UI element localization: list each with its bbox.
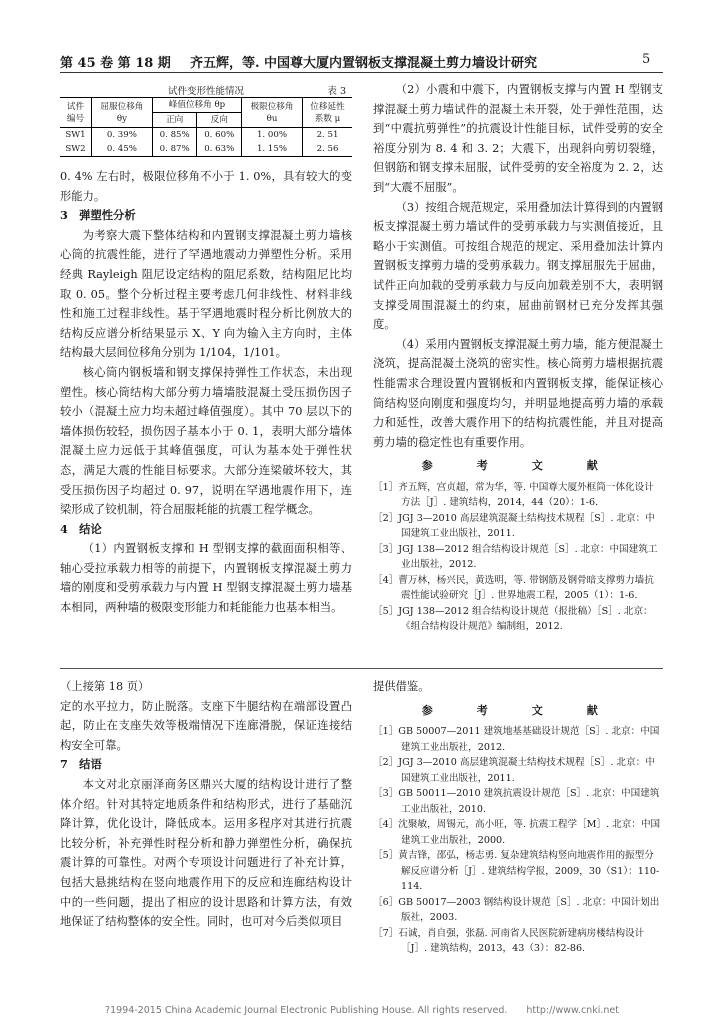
reference-item: ［5］黄吉锋，邵弘，杨志勇. 复杂建筑结构竖向地震作用的振型分解反应谱分析［J］. 建筑结构学报，2009，30（S1）：110-114.	[373, 850, 660, 893]
deformation-table	[60, 97, 352, 157]
paragraph: 定的水平拉力，防止脱落。支座下牛腿结构在端部设置凸起，防止在支座失效等极端情况下连廊滑脱，保证连接结构安全可靠。	[60, 699, 352, 752]
paragraph: 提供借鉴。	[373, 680, 430, 693]
reference-item: ［2］JGJ 3—2010 高层建筑混凝土结构技术规程［S］. 北京：中国建筑工业出版社，2011.	[373, 512, 655, 540]
paragraph: （2）小震和中震下，内置钢板支撑与内置 H 型钢支撑混凝土剪力墙试件的混凝土未开裂，处于弹性范围，达到“中震抗剪弹性”的抗震设计性能目标，试件受剪的安全裕度分别为 8. 4 和 3. 2；大震下，出现斜向剪切裂缝，但钢筋和钢支撑未屈服，试件受剪的安全裕度为 2. 2，达到“大震不屈服”。	[373, 83, 663, 194]
reference-item: ［2］JGJ 3—2010 高层建筑混凝土结构技术规程［S］. 北京：中国建筑工业出版社，2011.	[373, 757, 655, 784]
reference-item: ［1］GB 50007—2011 建筑地基基础设计规范［S］. 北京：中国建筑工业出版社，2012.	[373, 726, 660, 753]
journal-volume: 第 45 卷 第 18 期	[60, 56, 171, 71]
header-ultimate-drift: 极限位移角 θu	[242, 98, 303, 128]
header-specimen: 试件 编号	[60, 98, 91, 128]
reference-item: ［1］齐五辉，宫贞超，常为华，等. 中国尊大厦外框筒一体化设计方法［J］. 建筑结构，2014，44（20）：1-6.	[373, 481, 654, 509]
reference-item: ［3］JGJ 138—2012 组合结构设计规范［S］. 北京：中国建筑工业出版社，2012.	[373, 543, 658, 571]
paragraph: 0. 4% 左右时，极限位移角不小于 1. 0%，具有较大的变形能力。	[60, 170, 352, 203]
paragraph: 本文对北京丽泽商务区鼎兴大厦的结构设计进行了整体介绍。针对其特定地质条件和结构形式，进行了基础沉降计算，优化设计，降低成本。运用多程序对其进行抗震比较分析，补充弹性时程分析和静力弹塑性分析，确保抗震计算的可靠性。对两个专项设计问题进行了补充计算，包括大悬挑结构在竖向地震作用下的反应和连廊结构设计中的一些问题，提出了相应的设计思路和计算方法，有效地保证了结构整体的安全性。同时，也可对今后类似项目	[60, 777, 352, 929]
header-peak-drift: 峰值位移角 θp	[152, 98, 241, 113]
table-label: 表 3	[327, 86, 346, 97]
section-heading: 4 结论	[60, 521, 102, 536]
paragraph: （3）按组合规范规定，采用叠加法计算得到的内置钢板支撑混凝土剪力墙试件的受剪承载力与实测值接近，且略小于实测值。可按组合规范的规定、采用叠加法计算内置钢板支撑剪力墙的受剪承载力。钢支撑屈服先于屈曲，试件正向加载的受剪承载力与反向加载差别不大，表明钢支撑受周围混凝土的约束，屈曲前钢材已充分发挥其强度。	[373, 200, 663, 332]
reference-item: ［4］沈聚敏，周锡元，高小旺，等. 抗震工程学［M］. 北京：中国建筑工业出版社，2000.	[373, 819, 661, 846]
references-heading: 参 考 文 献	[421, 459, 615, 473]
table-row: SW1 0. 39% 0. 85% 0. 60% 1. 00% 2. 51	[60, 128, 352, 143]
references-heading: 参 考 文 献	[421, 703, 615, 717]
header-yield-drift: 屈服位移角 θy	[91, 98, 152, 128]
reference-item: ［6］GB 50017—2003 钢结构设计规范［S］. 北京：中国计划出版社，2003.	[373, 896, 660, 924]
reference-item: ［5］JGJ 138—2012 组合结构设计规范（报批稿）［S］. 北京：《组合结构设计规范》编制组，2012.	[373, 605, 653, 633]
section-heading: 3 弹塑性分析	[60, 208, 136, 223]
running-title: 齐五辉，等. 中国尊大厦内置钢板支撑混凝土剪力墙设计研究	[190, 56, 538, 71]
section-heading: 7 结语	[60, 757, 102, 772]
header-negative: 反向	[197, 113, 242, 128]
paragraph: 为考察大震下整体结构和内置钢支撑混凝土剪力墙核心筒的抗震性能，进行了罕遇地震动力弹塑性分析。采用经典 Rayleigh 阻尼设定结构的阻尼系数，结构阻尼比均取 0. 05。整个分析过程主要考虑几何非线性、材料非线性和施工过程非线性。基于罕遇地震时程分析比例放大的结构反应谱分析结果显示 X、Y 向为输入主方向时，主体结构最大层间位移角分别为 1/104，1/101。	[60, 228, 352, 360]
reference-item: ［4］曹万林，杨兴民，黄选明，等. 带钢筋及钢骨暗支撑剪力墙抗震性能试验研究［J］. 世界地震工程，2005（1）：1-6.	[373, 574, 654, 602]
article-divider	[60, 668, 663, 669]
reference-item: ［7］石诚，肖自强，张磊. 河南省人民医院新建病房楼结构设计［J］. 建筑结构，2013，43（3）：82-86.	[373, 927, 645, 955]
table-row: SW2 0. 45% 0. 87% 0. 63% 1. 15% 2. 56	[60, 142, 352, 157]
right-column-top	[373, 80, 663, 635]
table-caption: 试件变形性能情况	[167, 86, 244, 97]
right-column-bottom	[373, 677, 663, 957]
paragraph: 核心筒内钢板墙和钢支撑保持弹性工作状态，未出现塑性。核心筒结构大部分剪力墙墙肢混凝土受压损伤因子较小（混凝土应力均未超过峰值强度）。其中 70 层以下的墙体损伤较轻，损伤因子基本小于 0. 1，表明大部分墙体混凝土应力远低于其峰值强度，可认为基本处于弹性状态，满足大震的性能目标要求。大部分连梁破坏较大，其受压损伤因子均超过 0. 97，说明在罕遇地震作用下，连梁形成了铰机制，符合屈服耗能的抗震工程学概念。	[60, 365, 352, 517]
header-rule	[60, 72, 663, 73]
left-column-top	[60, 167, 352, 618]
paragraph: （1）内置钢板支撑和 H 型钢支撑的截面面积相等、轴心受拉承载力相等的前提下，内置钢板支撑混凝土剪力墙的刚度和受剪承载力与内置 H 型钢支撑混凝土剪力墙基本相同，两种墙的极限变形能力和耗能能力也基本相当。	[60, 542, 352, 615]
header-ductility: 位移延性 系数 μ	[310, 101, 345, 124]
left-column-bottom	[60, 677, 352, 932]
page-number: 5	[642, 52, 651, 67]
paragraph: （4）采用内置钢板支撑混凝土剪力墙，能方便混凝土浇筑，提高混凝土浇筑的密实性。核心筒剪力墙根据抗震性能需求合理设置内置钢板和内置钢板支撑，能保证核心筒结构竖向刚度和强度均匀，并明显地提高剪力墙的承载力和延性，改善大震作用下的结构抗震性能，并且对提高剪力墙的稳定性也有重要作用。	[373, 337, 663, 449]
header-positive: 正向	[152, 113, 197, 128]
reference-item: ［3］GB 50011—2010 建筑抗震设计规范［S］. 北京：中国建筑工业出版社，2010.	[373, 788, 660, 815]
copyright-footer: ?1994-2015 China Academic Journal Electronic Publishing House. All rights reserved. http://www.cnki.net	[105, 1005, 619, 1016]
continued-from: （上接第 18 页）	[60, 680, 150, 693]
table-3	[60, 83, 352, 157]
